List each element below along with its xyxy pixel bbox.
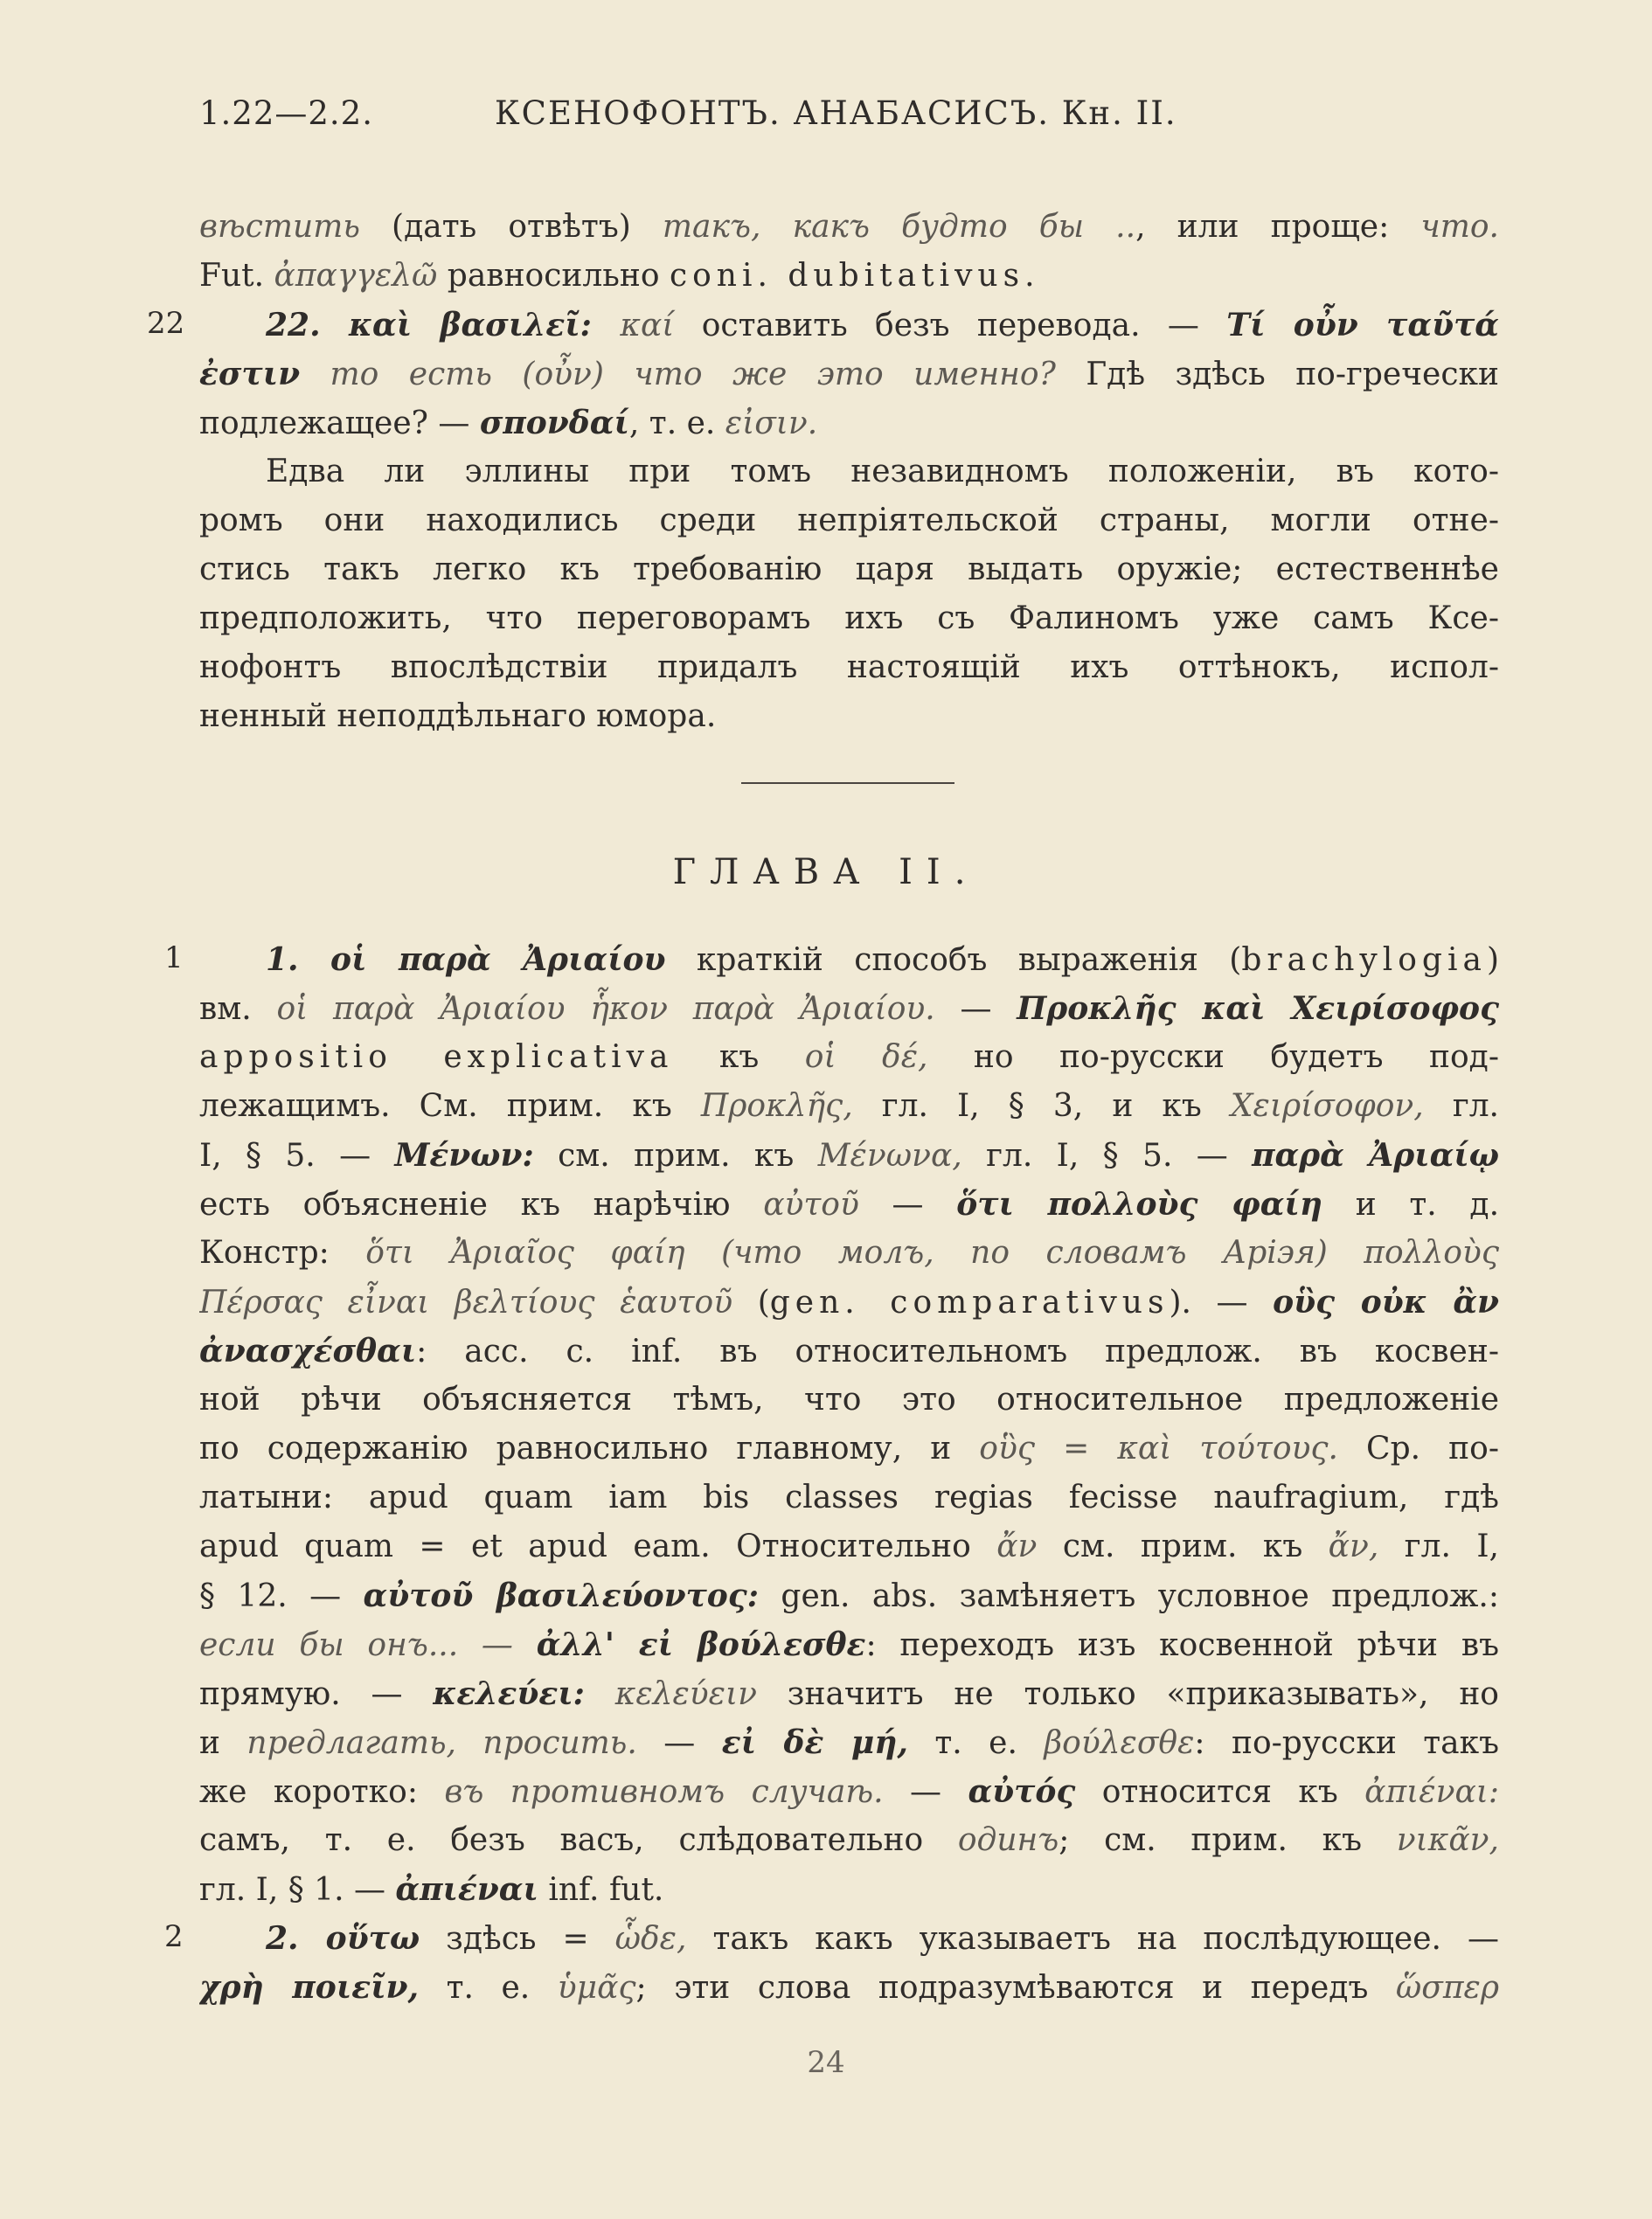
paragraph-line: стись такъ легко къ требованію царя выдать оружіе; естественнѣе bbox=[199, 551, 1499, 587]
paragraph-line: нофонтъ впослѣдствіи придалъ настоящій ихъ оттѣнокъ, испол- bbox=[199, 649, 1499, 685]
text-line: же коротко: въ противномъ случаѣ. — αὐτός относится къ ἀπιέναι: bbox=[199, 1773, 1499, 1810]
page-number: 24 bbox=[807, 2045, 845, 2080]
paragraph-line: Едва ли эллины при томъ незавидномъ положеніи, въ кото- bbox=[266, 454, 1499, 489]
text-line: χρὴ ποιεῖν, т. е. ὑμᾶς; эти слова подразумѣваются и передъ ὥσπερ bbox=[199, 1969, 1499, 2006]
text-line: прямую. — κελεύει: κελεύειν значитъ не только «приказывать», но bbox=[199, 1675, 1499, 1712]
paragraph-line: ненный неподдѣльнаго юмора. bbox=[199, 698, 717, 734]
text-line: самъ, т. е. безъ васъ, слѣдовательно одинъ; см. прим. къ νικᾶν, bbox=[199, 1822, 1499, 1858]
text-line: Констр: ὅτι Ἀριαῖος φαίη (что молъ, по словамъ Аріэя) πολλοὺς bbox=[199, 1235, 1499, 1271]
text-line: вм. οἱ παρὰ Ἀριαίου ἧκον παρὰ Ἀριαίου. — Προκλῆς καὶ Χειρίσοφος bbox=[199, 990, 1499, 1027]
text-line: § 12. — αὐτοῦ βασιλεύοντος: gen. abs. замѣняетъ условное предлож.: bbox=[199, 1578, 1499, 1614]
text-line: вѣстить (дать отвѣтъ) такъ, какъ будто бы .., или проще: что. bbox=[199, 209, 1499, 245]
text-line: 22. καὶ βασιλεῖ: καί оставить безъ перевода. — Τί οὖν ταῦτά bbox=[266, 307, 1499, 343]
chapter-heading: ГЛАВА II. bbox=[672, 852, 980, 892]
text-line: appositio explicativa къ οἱ δέ, но по-русски будетъ под- bbox=[199, 1039, 1499, 1075]
text-line: ἀνασχέσθαι: acc. c. inf. въ относительномъ предлож. въ косвен- bbox=[199, 1333, 1499, 1370]
text-line: ной рѣчи объясняется тѣмъ, что это относительное предложеніе bbox=[199, 1382, 1499, 1418]
margin-section-number: 1 bbox=[164, 940, 184, 975]
text-line: ἐστιν то есть (οὖν) что же это именно? Гдѣ здѣсь по-гречески bbox=[199, 356, 1499, 392]
text-line: Fut. ἀπαγγελῶ равносильно coni. dubitativus. bbox=[199, 258, 1040, 294]
text-line: гл. I, § 1. — ἀπιέναι inf. fut. bbox=[199, 1871, 664, 1908]
paragraph-line: ромъ они находились среди непріятельской страны, могли отне- bbox=[199, 503, 1499, 538]
section-divider bbox=[741, 782, 954, 784]
text-line: по содержанію равносильно главному, и οὓς = καὶ τούτους. Ср. по- bbox=[199, 1431, 1499, 1467]
text-line: apud quam = et apud eam. Относительно ἄν см. прим. къ ἄν, гл. I, bbox=[199, 1529, 1499, 1564]
text-line: латыни: apud quam iam bis classes regias fecisse naufragium, гдѣ bbox=[199, 1480, 1499, 1515]
text-line: и предлагать, просить. — εἰ δὲ μή, т. е. βούλεσθε: по-русски такъ bbox=[199, 1724, 1499, 1761]
paragraph-line: предположить, что переговорамъ ихъ съ Фалиномъ уже самъ Ксе- bbox=[199, 600, 1499, 636]
text-line: Πέρσας εἶναι βελτίους ἑαυτοῦ (gen. comparativus). — οὓς οὐκ ἂν bbox=[199, 1284, 1499, 1321]
text-line: лежащимъ. См. прим. къ Προκλῆς, гл. I, § 3, и къ Χειρίσοφον, гл. bbox=[199, 1088, 1499, 1124]
text-line: если бы онъ... — ἀλλ' εἰ βούλεσθε: переходъ изъ косвенной рѣчи въ bbox=[199, 1626, 1499, 1663]
text-line: I, § 5. — Μένων: см. прим. къ Μένωνα, гл. I, § 5. — παρὰ Ἀριαίῳ bbox=[199, 1137, 1499, 1174]
text-line: подлежащее? — σπονδαί, т. е. εἰσιν. bbox=[199, 405, 818, 441]
text-line: 2. οὕτω здѣсь = ὧδε, такъ какъ указываетъ на послѣдующее. — bbox=[266, 1920, 1499, 1957]
running-title: КСЕНОФОНТЪ. АНАБАСИСЪ. Кн. II. bbox=[495, 94, 1177, 132]
section-reference: 1.22—2.2. bbox=[199, 94, 373, 132]
text-line: 1. οἱ παρὰ Ἀριαίου краткій способъ выраженія (brachylogia) bbox=[266, 941, 1499, 978]
margin-section-number: 22 bbox=[147, 306, 185, 341]
text-line: есть объясненіе къ нарѣчію αὐτοῦ — ὅτι πολλοὺς φαίη и т. д. bbox=[199, 1186, 1499, 1223]
margin-section-number: 2 bbox=[164, 1919, 184, 1954]
